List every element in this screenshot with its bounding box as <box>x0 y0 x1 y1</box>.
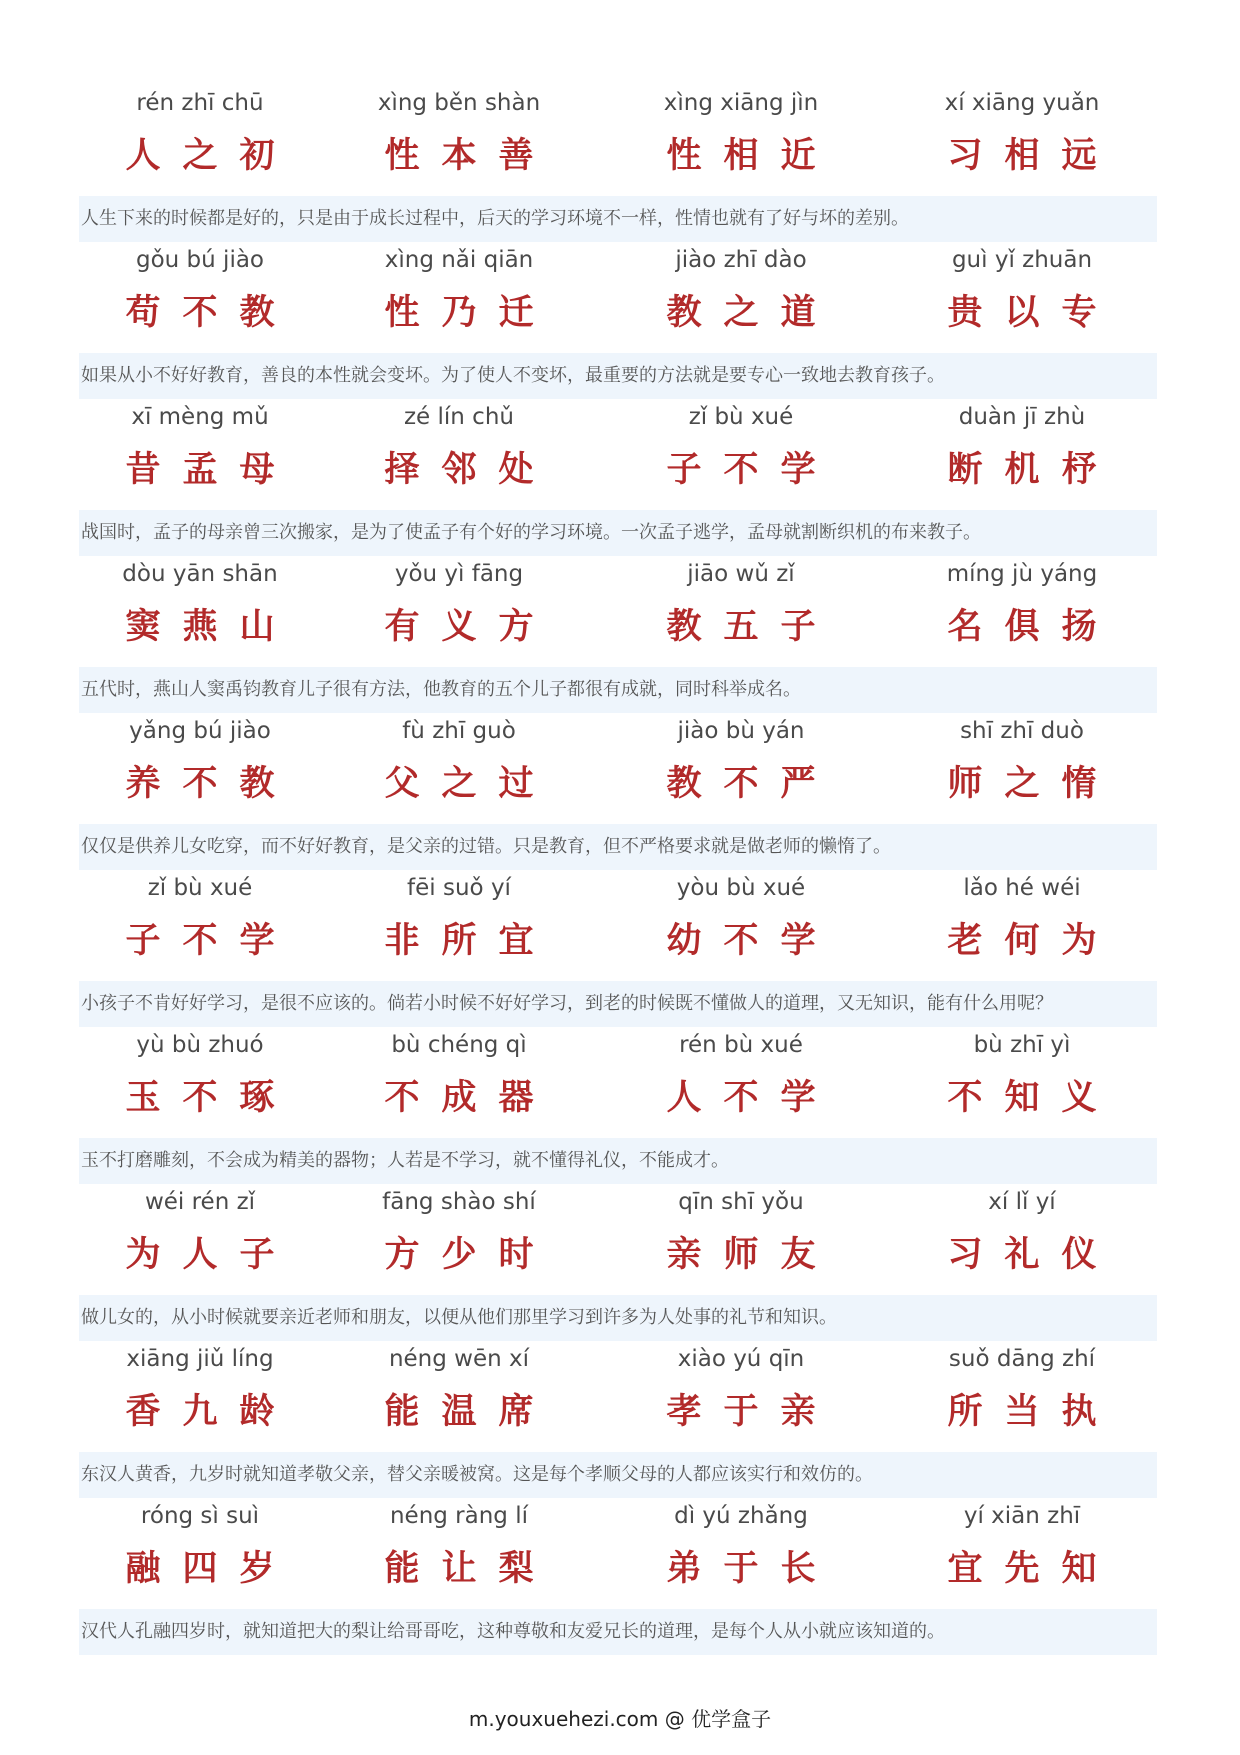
hanzi-phrase-2: 性本善 <box>384 136 556 176</box>
stanza-7 <box>0 1026 1240 1184</box>
hanzi-phrase-3: 教之道 <box>666 293 838 333</box>
explanation: 如果从小不好好教育，善良的本性就会变坏。为了使人不变坏，最重要的方法就是要专心一致地去教育孩子。 <box>79 353 1157 399</box>
stanza-5 <box>0 712 1240 870</box>
pinyin-phrase-1: yù bù zhuó <box>136 1032 264 1058</box>
hanzi-row <box>0 283 1240 347</box>
hanzi-row <box>0 1539 1240 1603</box>
hanzi-phrase-1: 香九龄 <box>125 1392 297 1432</box>
pinyin-phrase-4: bù zhī yì <box>973 1032 1071 1058</box>
pinyin-phrase-2: fēi suǒ yí <box>407 875 511 901</box>
pinyin-phrase-2: yǒu yì fāng <box>394 561 524 587</box>
stanza-1 <box>0 84 1240 242</box>
pinyin-phrase-2: fāng shào shí <box>382 1189 536 1215</box>
explanation: 战国时，孟子的母亲曾三次搬家，是为了使孟子有个好的学习环境。一次孟子逃学，孟母就割断织机的布来教子。 <box>79 510 1157 556</box>
hanzi-phrase-1: 窦燕山 <box>125 607 297 647</box>
pinyin-phrase-2: xìng běn shàn <box>377 90 541 116</box>
hanzi-phrase-3: 幼不学 <box>666 921 838 961</box>
stanza-4 <box>0 555 1240 713</box>
pinyin-phrase-1: zǐ bù xué <box>147 875 253 901</box>
hanzi-phrase-2: 不成器 <box>384 1078 556 1118</box>
pinyin-phrase-3: qīn shī yǒu <box>678 1189 804 1215</box>
hanzi-phrase-2: 有义方 <box>384 607 556 647</box>
hanzi-phrase-4: 名俱扬 <box>947 607 1119 647</box>
stanza-3 <box>0 398 1240 556</box>
explanation: 五代时，燕山人窦禹钧教育儿子很有方法，他教育的五个儿子都很有成就，同时科举成名。 <box>79 667 1157 713</box>
hanzi-phrase-3: 亲师友 <box>666 1235 838 1275</box>
hanzi-phrase-4: 不知义 <box>947 1078 1119 1118</box>
pinyin-phrase-2: néng ràng lí <box>389 1503 529 1529</box>
hanzi-phrase-3: 子不学 <box>666 450 838 490</box>
stanza-2 <box>0 241 1240 399</box>
pinyin-phrase-3: yòu bù xué <box>676 875 806 901</box>
hanzi-phrase-2: 择邻处 <box>384 450 556 490</box>
stanza-8 <box>0 1183 1240 1341</box>
pinyin-phrase-4: míng jù yáng <box>946 561 1098 587</box>
hanzi-phrase-4: 宜先知 <box>947 1549 1119 1589</box>
explanation: 小孩子不肯好好学习，是很不应该的。倘若小时候不好好学习，到老的时候既不懂做人的道理，又无知识，能有什么用呢？ <box>79 981 1157 1027</box>
hanzi-phrase-2: 非所宜 <box>384 921 556 961</box>
stanza-10 <box>0 1497 1240 1655</box>
pinyin-phrase-1: yǎng bú jiào <box>129 718 271 744</box>
pinyin-phrase-3: jiāo wǔ zǐ <box>687 561 795 587</box>
pinyin-phrase-4: yí xiān zhī <box>963 1503 1081 1529</box>
hanzi-phrase-4: 断机杼 <box>947 450 1119 490</box>
hanzi-row <box>0 1068 1240 1132</box>
footer-source: m.youxuehezi.com @ 优学盒子 <box>468 1707 772 1731</box>
pinyin-phrase-3: dì yú zhǎng <box>674 1503 808 1529</box>
hanzi-phrase-4: 师之惰 <box>947 764 1119 804</box>
hanzi-phrase-3: 人不学 <box>666 1078 838 1118</box>
hanzi-phrase-1: 苟不教 <box>125 293 297 333</box>
pinyin-phrase-1: gǒu bú jiào <box>136 247 264 273</box>
hanzi-phrase-4: 老何为 <box>947 921 1119 961</box>
pinyin-phrase-2: néng wēn xí <box>388 1346 530 1372</box>
pinyin-phrase-2: fù zhī guò <box>402 718 516 744</box>
pinyin-phrase-3: jiào bù yán <box>677 718 805 744</box>
pinyin-phrase-4: shī zhī duò <box>960 718 1084 744</box>
pinyin-phrase-4: xí lǐ yí <box>988 1189 1056 1215</box>
pinyin-phrase-1: wéi rén zǐ <box>144 1189 256 1215</box>
hanzi-phrase-1: 人之初 <box>125 136 297 176</box>
hanzi-phrase-3: 教不严 <box>666 764 838 804</box>
explanation: 仅仅是供养儿女吃穿，而不好好教育，是父亲的过错。只是教育，但不严格要求就是做老师的懒惰了。 <box>79 824 1157 870</box>
hanzi-phrase-3: 孝于亲 <box>666 1392 838 1432</box>
pinyin-phrase-2: xìng nǎi qiān <box>384 247 534 273</box>
hanzi-row <box>0 440 1240 504</box>
pinyin-phrase-2: zé lín chǔ <box>403 404 514 430</box>
hanzi-phrase-1: 为人子 <box>125 1235 297 1275</box>
pinyin-phrase-4: xí xiāng yuǎn <box>944 90 1100 116</box>
hanzi-row <box>0 754 1240 818</box>
hanzi-phrase-1: 子不学 <box>125 921 297 961</box>
hanzi-phrase-4: 贵以专 <box>947 293 1119 333</box>
hanzi-phrase-1: 玉不琢 <box>125 1078 297 1118</box>
hanzi-row <box>0 1382 1240 1446</box>
pinyin-phrase-2: bù chéng qì <box>391 1032 527 1058</box>
hanzi-phrase-3: 教五子 <box>666 607 838 647</box>
hanzi-row <box>0 1225 1240 1289</box>
stanza-6 <box>0 869 1240 1027</box>
hanzi-phrase-2: 性乃迁 <box>384 293 556 333</box>
hanzi-phrase-2: 方少时 <box>384 1235 556 1275</box>
pinyin-phrase-1: róng sì suì <box>140 1503 260 1529</box>
hanzi-phrase-4: 习相远 <box>947 136 1119 176</box>
hanzi-phrase-1: 养不教 <box>125 764 297 804</box>
pinyin-phrase-4: guì yǐ zhuān <box>951 247 1093 273</box>
hanzi-phrase-2: 父之过 <box>384 764 556 804</box>
explanation: 人生下来的时候都是好的，只是由于成长过程中，后天的学习环境不一样，性情也就有了好与坏的差别。 <box>79 196 1157 242</box>
pinyin-phrase-1: rén zhī chū <box>136 90 264 116</box>
hanzi-phrase-4: 所当执 <box>947 1392 1119 1432</box>
hanzi-phrase-2: 能让梨 <box>384 1549 556 1589</box>
pinyin-phrase-3: xìng xiāng jìn <box>663 90 819 116</box>
hanzi-phrase-4: 习礼仪 <box>947 1235 1119 1275</box>
hanzi-phrase-2: 能温席 <box>384 1392 556 1432</box>
hanzi-phrase-3: 弟于长 <box>666 1549 838 1589</box>
hanzi-row <box>0 597 1240 661</box>
hanzi-row <box>0 126 1240 190</box>
pinyin-phrase-1: dòu yān shān <box>122 561 278 587</box>
hanzi-phrase-3: 性相近 <box>666 136 838 176</box>
pinyin-phrase-4: duàn jī zhù <box>958 404 1086 430</box>
explanation: 玉不打磨雕刻，不会成为精美的器物；人若是不学习，就不懂得礼仪，不能成才。 <box>79 1138 1157 1184</box>
hanzi-phrase-1: 昔孟母 <box>125 450 297 490</box>
hanzi-row <box>0 911 1240 975</box>
pinyin-phrase-3: rén bù xué <box>679 1032 803 1058</box>
stanza-9 <box>0 1340 1240 1498</box>
pinyin-phrase-3: xiào yú qīn <box>677 1346 805 1372</box>
pinyin-phrase-4: lǎo hé wéi <box>963 875 1081 901</box>
explanation: 汉代人孔融四岁时，就知道把大的梨让给哥哥吃，这种尊敬和友爱兄长的道理，是每个人从小就应该知道的。 <box>79 1609 1157 1655</box>
explanation: 做儿女的，从小时候就要亲近老师和朋友，以便从他们那里学习到许多为人处事的礼节和知识。 <box>79 1295 1157 1341</box>
pinyin-phrase-1: xī mèng mǔ <box>131 404 269 430</box>
pinyin-phrase-1: xiāng jiǔ líng <box>126 1346 274 1372</box>
pinyin-phrase-3: jiào zhī dào <box>675 247 807 273</box>
pinyin-phrase-3: zǐ bù xué <box>688 404 794 430</box>
pinyin-phrase-4: suǒ dāng zhí <box>948 1346 1096 1372</box>
hanzi-phrase-1: 融四岁 <box>125 1549 297 1589</box>
explanation: 东汉人黄香，九岁时就知道孝敬父亲，替父亲暖被窝。这是每个孝顺父母的人都应该实行和效仿的。 <box>79 1452 1157 1498</box>
